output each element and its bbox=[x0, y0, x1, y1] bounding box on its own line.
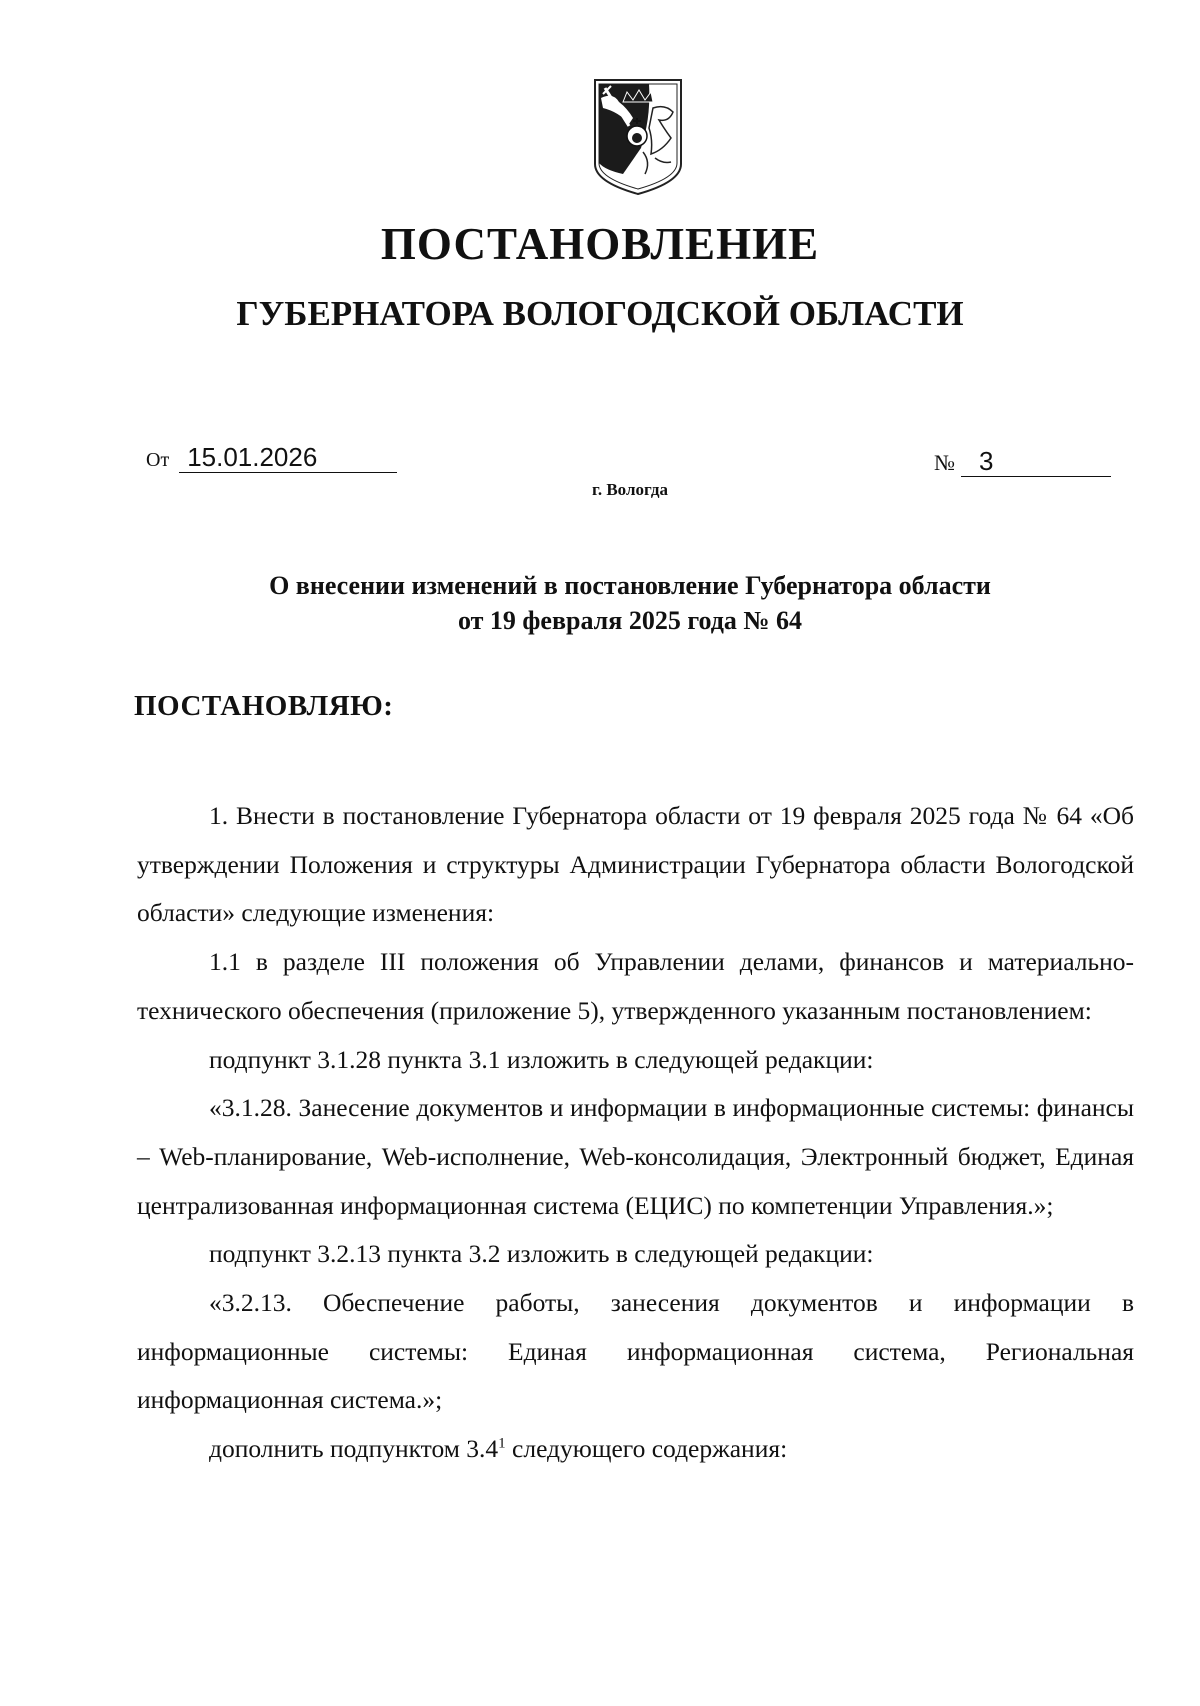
date-prefix: От bbox=[146, 449, 170, 471]
decree-heading: ПОСТАНОВЛЯЮ: bbox=[134, 690, 394, 722]
document-title: ПОСТАНОВЛЕНИЕ bbox=[380, 219, 820, 269]
paragraph-1-1: 1.1 в разделе III положения об Управлении делами, финансов и материально-технического обеспечения (приложение 5), утвержденного указанным постановлением: bbox=[137, 947, 1134, 1025]
subject-line-2: от 19 февраля 2025 года № 64 bbox=[457, 606, 803, 635]
number-field bbox=[934, 446, 1111, 477]
paragraph-3-2-13-intro: подпункт 3.2.13 пункта 3.2 изложить в следующей редакции: bbox=[209, 1239, 874, 1269]
paragraph-3-1-28-intro: подпункт 3.1.28 пункта 3.1 изложить в следующей редакции: bbox=[209, 1044, 874, 1074]
paragraph-3-4-1-start: дополнить подпунктом 3.4 bbox=[209, 1434, 499, 1464]
paragraph-3-4-1-end: следующего содержания: bbox=[505, 1434, 788, 1464]
superscript-1: 1 bbox=[498, 1435, 506, 1452]
paragraph-1: 1. Внести в постановление Губернатора области от 19 февраля 2025 года № 64 «Об утверждении Положения и структуры Администрации Губернатора области Вологодской области» следующие изменения: bbox=[137, 801, 1134, 928]
document-subject bbox=[0, 568, 1200, 638]
subject-line-1: О внесении изменений в постановление Губернатора области bbox=[269, 571, 991, 600]
document-number: 3 bbox=[961, 446, 1111, 477]
paragraph-3-4-1-intro bbox=[137, 1425, 1134, 1474]
document-date: 15.01.2026 bbox=[179, 442, 397, 473]
document-city: г. Вологда bbox=[592, 480, 668, 499]
document-issuer: ГУБЕРНАТОРА ВОЛОГОДСКОЙ ОБЛАСТИ bbox=[236, 294, 964, 333]
number-prefix: № bbox=[934, 450, 955, 475]
coat-of-arms-vologda-icon bbox=[593, 78, 683, 196]
paragraph-3-1-28-text: «3.1.28. Занесение документов и информации в информационные системы: финансы – Web-планирование, Web-исполнение, Web-консолидация, Электронный бюджет, Единая централизованная информационная система (ЕЦИС) по компетенции Управления.»; bbox=[137, 1093, 1134, 1220]
date-field bbox=[146, 442, 397, 473]
paragraph-3-2-13-text: «3.2.13. Обеспечение работы, занесения документов и информации в информационные системы: Единая информационная система, Региональная информационная система.»; bbox=[137, 1288, 1134, 1415]
document-body bbox=[137, 792, 1134, 1474]
